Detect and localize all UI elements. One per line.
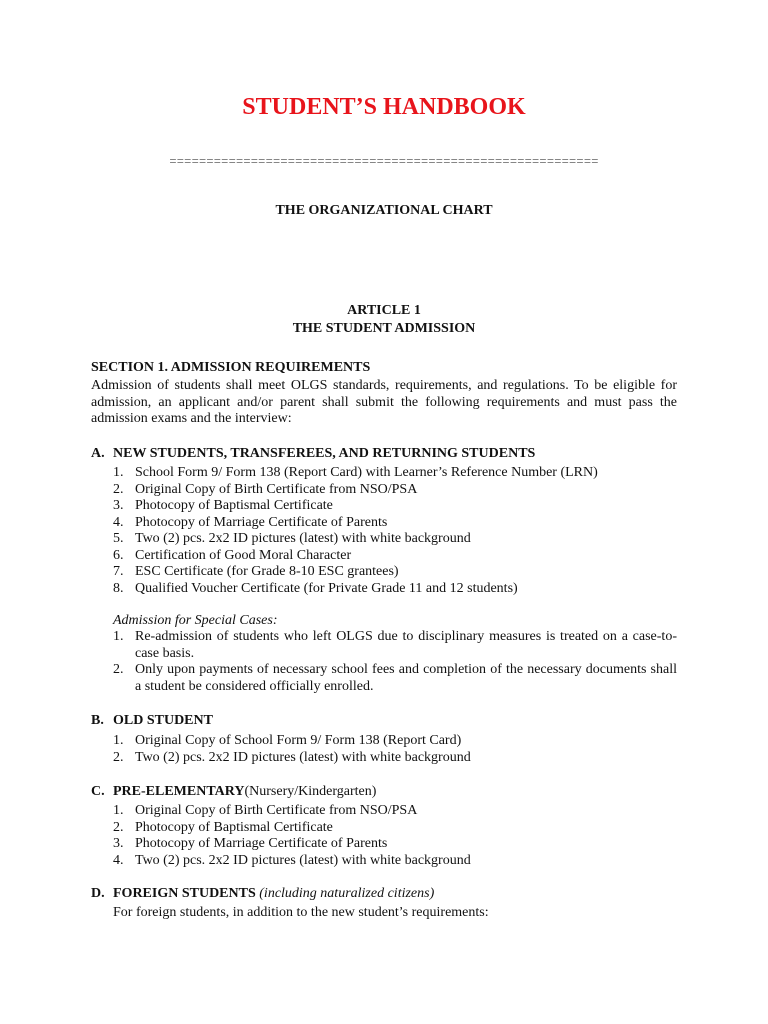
list-item: 1. Re-admission of students who left OLGS due to disciplinary measures is treated on a case-to-case basis. <box>113 629 677 661</box>
group-c-title: PRE-ELEMENTARY <box>113 784 245 799</box>
group-a-letter: A. <box>91 446 105 461</box>
list-item: 2. Original Copy of Birth Certificate from NSO/PSA <box>113 481 418 497</box>
group-b-title: OLD STUDENT <box>113 713 213 728</box>
divider-line: ========================================================== <box>169 155 599 169</box>
group-a-heading <box>91 446 535 463</box>
group-c-letter: C. <box>91 784 105 799</box>
group-d-intro: For foreign students, in addition to the new student’s requirements: <box>113 905 489 920</box>
group-d-subtitle: (including naturalized citizens) <box>259 886 435 901</box>
list-item: 8. Qualified Voucher Certificate (for Private Grade 11 and 12 students) <box>113 580 518 596</box>
list-item: 4. Two (2) pcs. 2x2 ID pictures (latest) with white background <box>113 852 471 868</box>
list-item: 2. Photocopy of Baptismal Certificate <box>113 819 333 835</box>
special-cases-list <box>113 629 677 695</box>
list-item: 4. Photocopy of Marriage Certificate of Parents <box>113 514 388 530</box>
list-item: 3. Photocopy of Marriage Certificate of Parents <box>113 836 388 851</box>
org-chart-heading: THE ORGANIZATIONAL CHART <box>275 203 493 218</box>
section-intro: Admission of students shall meet OLGS standards, requirements, and regulations. To be eligible for admission, an applicant and/or parent shall submit the following requirements and must pass the admission exams and the interview: <box>91 378 677 426</box>
group-c-list <box>113 803 677 869</box>
list-item: 1. School Form 9/ Form 138 (Report Card) with Learner’s Reference Number (LRN) <box>113 465 598 480</box>
group-d-heading <box>91 886 434 903</box>
group-a-list <box>113 465 677 597</box>
section-heading: SECTION 1. ADMISSION REQUIREMENTS <box>91 360 371 375</box>
list-item: 1. Original Copy of School Form 9/ Form 138 (Report Card) <box>113 733 462 748</box>
article-title: THE STUDENT ADMISSION <box>292 321 476 336</box>
list-item: 1. Original Copy of Birth Certificate from NSO/PSA <box>113 803 418 818</box>
list-item: 2. Two (2) pcs. 2x2 ID pictures (latest) with white background <box>113 749 471 765</box>
handbook-title: STUDENT’S HANDBOOK <box>242 94 526 120</box>
group-d-title: FOREIGN STUDENTS <box>113 886 256 901</box>
group-b-heading <box>91 713 213 730</box>
group-c-subtitle: (Nursery/Kindergarten) <box>244 784 377 799</box>
list-item: 7. ESC Certificate (for Grade 8-10 ESC grantees) <box>113 564 399 579</box>
group-b-letter: B. <box>91 713 104 728</box>
article-number: ARTICLE 1 <box>347 303 421 318</box>
list-item: 6. Certification of Good Moral Character <box>113 547 352 563</box>
list-item: 2. Only upon payments of necessary school fees and completion of the necessary documents shall a student be considered officially enrolled. <box>113 662 677 694</box>
list-item: 3. Photocopy of Baptismal Certificate <box>113 498 333 513</box>
group-b-list <box>113 733 677 766</box>
list-item: 5. Two (2) pcs. 2x2 ID pictures (latest) with white background <box>113 531 471 546</box>
group-a-title: NEW STUDENTS, TRANSFEREES, AND RETURNING STUDENTS <box>113 446 536 461</box>
group-d-letter: D. <box>91 886 105 901</box>
special-cases-label: Admission for Special Cases: <box>113 613 278 628</box>
group-c-heading <box>91 784 376 801</box>
